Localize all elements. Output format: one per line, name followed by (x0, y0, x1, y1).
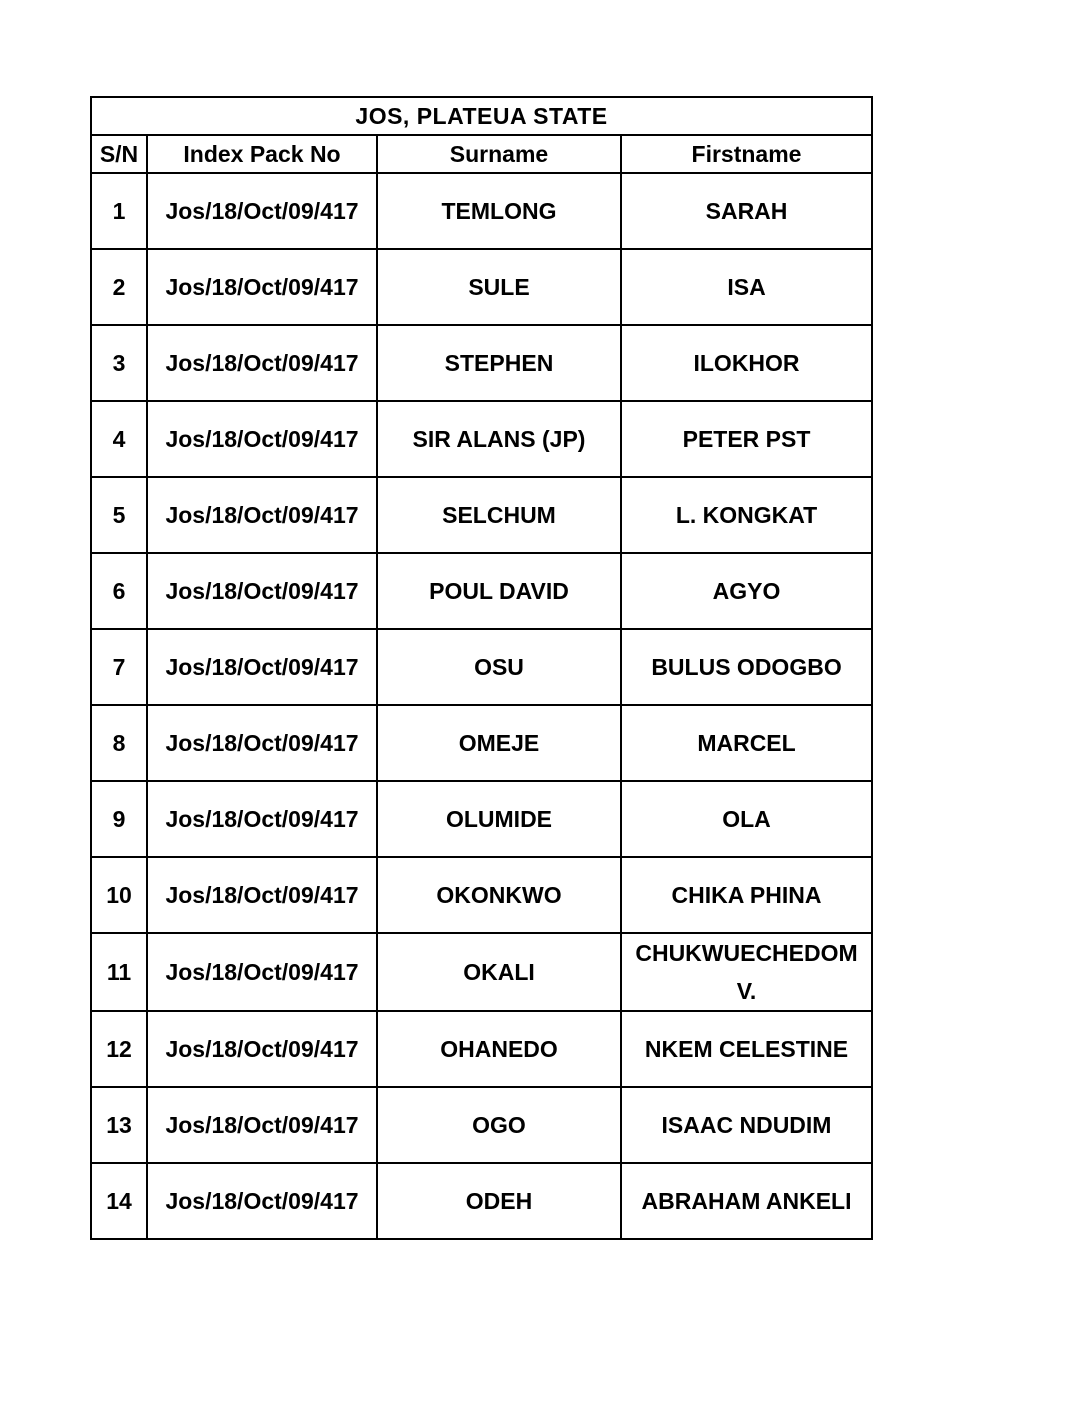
cell-sn: 3 (91, 325, 147, 401)
cell-sn: 7 (91, 629, 147, 705)
cell-firstname: BULUS ODOGBO (621, 629, 872, 705)
cell-sn: 14 (91, 1163, 147, 1239)
cell-index-pack-no: Jos/18/Oct/09/417 (147, 933, 377, 1011)
cell-sn: 6 (91, 553, 147, 629)
cell-surname: TEMLONG (377, 173, 621, 249)
table-title-row (91, 97, 872, 135)
cell-firstname: PETER PST (621, 401, 872, 477)
cell-surname: POUL DAVID (377, 553, 621, 629)
table-row (91, 553, 872, 629)
cell-sn: 4 (91, 401, 147, 477)
document-page (90, 96, 871, 1240)
cell-surname: OGO (377, 1087, 621, 1163)
cell-index-pack-no: Jos/18/Oct/09/417 (147, 249, 377, 325)
table-row (91, 1163, 872, 1239)
cell-sn: 8 (91, 705, 147, 781)
cell-firstname: ISAAC NDUDIM (621, 1087, 872, 1163)
cell-index-pack-no: Jos/18/Oct/09/417 (147, 781, 377, 857)
cell-firstname: ISA (621, 249, 872, 325)
cell-sn: 5 (91, 477, 147, 553)
cell-surname: STEPHEN (377, 325, 621, 401)
table-row (91, 629, 872, 705)
cell-index-pack-no: Jos/18/Oct/09/417 (147, 857, 377, 933)
cell-surname: OMEJE (377, 705, 621, 781)
cell-index-pack-no: Jos/18/Oct/09/417 (147, 629, 377, 705)
cell-surname: SULE (377, 249, 621, 325)
cell-index-pack-no: Jos/18/Oct/09/417 (147, 1163, 377, 1239)
cell-surname: OHANEDO (377, 1011, 621, 1087)
table-row (91, 933, 872, 1011)
cell-index-pack-no: Jos/18/Oct/09/417 (147, 325, 377, 401)
cell-firstname: L. KONGKAT (621, 477, 872, 553)
table-row (91, 249, 872, 325)
table-row (91, 477, 872, 553)
cell-surname: SELCHUM (377, 477, 621, 553)
cell-surname: SIR ALANS (JP) (377, 401, 621, 477)
cell-firstname: NKEM CELESTINE (621, 1011, 872, 1087)
cell-sn: 13 (91, 1087, 147, 1163)
table-row (91, 1011, 872, 1087)
cell-index-pack-no: Jos/18/Oct/09/417 (147, 1087, 377, 1163)
table-title: JOS, PLATEUA STATE (91, 97, 872, 135)
cell-surname: OLUMIDE (377, 781, 621, 857)
table-row (91, 401, 872, 477)
table-row (91, 705, 872, 781)
cell-surname: OSU (377, 629, 621, 705)
cell-index-pack-no: Jos/18/Oct/09/417 (147, 553, 377, 629)
cell-firstname: ABRAHAM ANKELI (621, 1163, 872, 1239)
cell-sn: 12 (91, 1011, 147, 1087)
table-row (91, 781, 872, 857)
cell-sn: 9 (91, 781, 147, 857)
column-header-firstname: Firstname (621, 135, 872, 173)
cell-sn: 11 (91, 933, 147, 1011)
cell-sn: 1 (91, 173, 147, 249)
table-header-row (91, 135, 872, 173)
cell-index-pack-no: Jos/18/Oct/09/417 (147, 401, 377, 477)
cell-firstname: SARAH (621, 173, 872, 249)
column-header-surname: Surname (377, 135, 621, 173)
table-row (91, 325, 872, 401)
table-row (91, 857, 872, 933)
cell-sn: 10 (91, 857, 147, 933)
cell-surname: OKONKWO (377, 857, 621, 933)
cell-index-pack-no: Jos/18/Oct/09/417 (147, 705, 377, 781)
cell-firstname: CHUKWUECHEDOM V. (621, 933, 872, 1011)
cell-firstname: CHIKA PHINA (621, 857, 872, 933)
cell-firstname: ILOKHOR (621, 325, 872, 401)
cell-index-pack-no: Jos/18/Oct/09/417 (147, 477, 377, 553)
cell-surname: OKALI (377, 933, 621, 1011)
column-header-index-pack-no: Index Pack No (147, 135, 377, 173)
cell-sn: 2 (91, 249, 147, 325)
table-row (91, 173, 872, 249)
roster-table (90, 96, 873, 1240)
table-row (91, 1087, 872, 1163)
cell-index-pack-no: Jos/18/Oct/09/417 (147, 173, 377, 249)
cell-surname: ODEH (377, 1163, 621, 1239)
cell-firstname: OLA (621, 781, 872, 857)
cell-firstname: AGYO (621, 553, 872, 629)
column-header-sn: S/N (91, 135, 147, 173)
cell-firstname: MARCEL (621, 705, 872, 781)
cell-index-pack-no: Jos/18/Oct/09/417 (147, 1011, 377, 1087)
